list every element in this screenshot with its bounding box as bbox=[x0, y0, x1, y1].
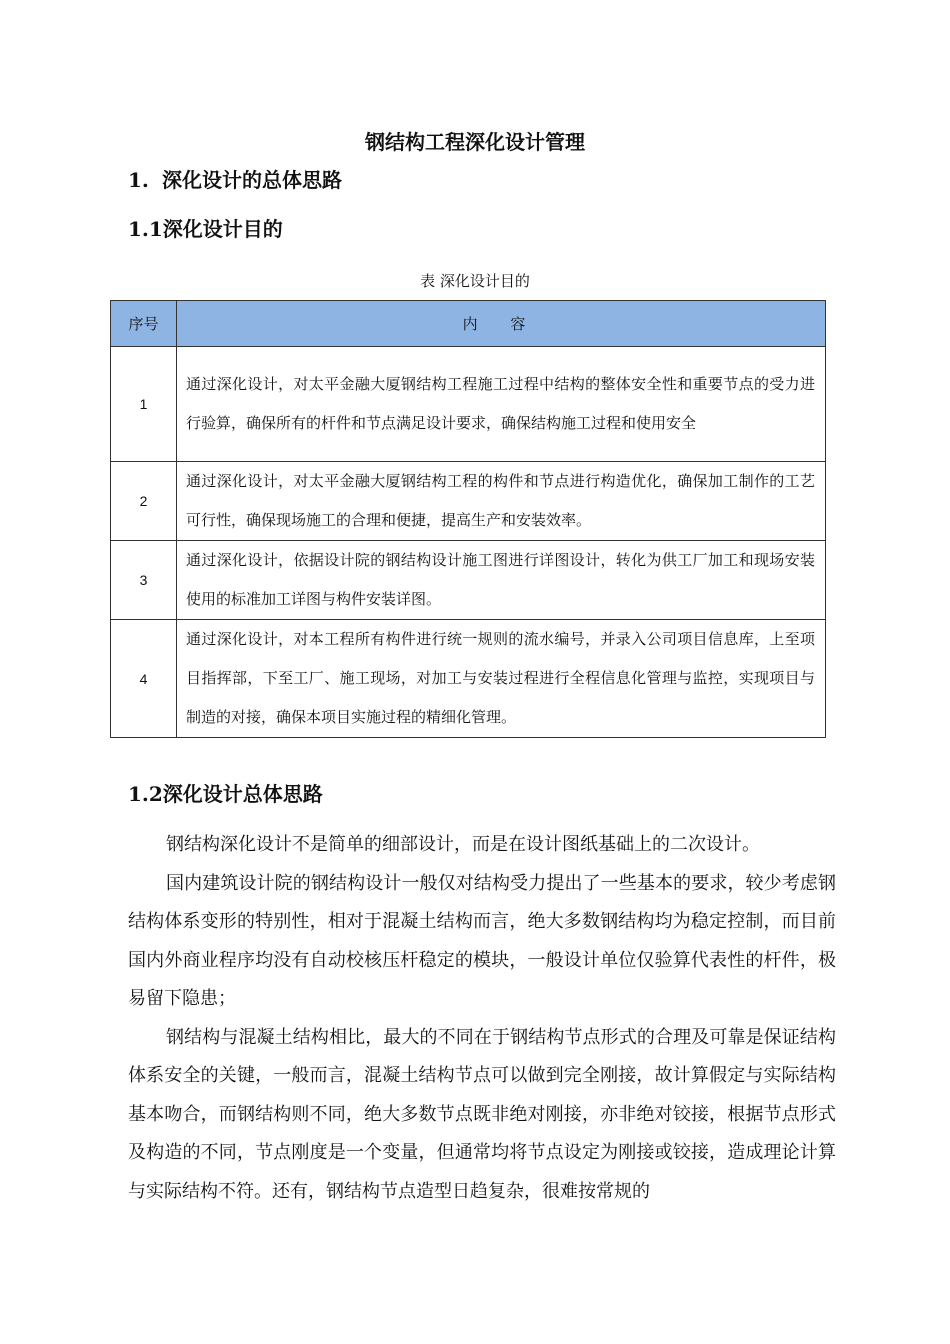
row-index: 1 bbox=[111, 347, 177, 462]
row-index: 4 bbox=[111, 620, 177, 738]
header-content: 内 容 bbox=[177, 301, 826, 347]
table-row bbox=[111, 541, 826, 620]
row-content: 通过深化设计，对太平金融大厦钢结构工程的构件和节点进行构造优化，确保加工制作的工艺可行性，确保现场施工的合理和便捷，提高生产和安装效率。 bbox=[177, 462, 826, 541]
row-index: 3 bbox=[111, 541, 177, 620]
table-row bbox=[111, 620, 826, 738]
paragraph: 钢结构深化设计不是简单的细部设计，而是在设计图纸基础上的二次设计。 bbox=[166, 834, 760, 855]
section-1-1-heading: 1.1深化设计目的 bbox=[128, 217, 283, 241]
row-content: 通过深化设计，依据设计院的钢结构设计施工图进行详图设计，转化为供工厂加工和现场安装使用的标准加工详图与构件安装详图。 bbox=[177, 541, 826, 620]
table-caption: 表 深化设计目的 bbox=[420, 272, 530, 290]
body-text bbox=[128, 826, 836, 1211]
header-index: 序号 bbox=[111, 301, 177, 347]
section-1-heading bbox=[128, 164, 342, 193]
paragraph: 国内建筑设计院的钢结构设计一般仅对结构受力提出了一些基本的要求，较少考虑钢结构体系变形的特别性，相对于混凝土结构而言，绝大多数钢结构均为稳定控制，而目前国内外商业程序均没有自动校核压杆稳定的模块，一般设计单位仅验算代表性的杆件，极易留下隐患； bbox=[128, 872, 836, 1009]
section-1-2-heading: 1.2深化设计总体思路 bbox=[128, 782, 323, 806]
table-row bbox=[111, 347, 826, 462]
section-1-number: 1. bbox=[128, 168, 149, 192]
row-index: 2 bbox=[111, 462, 177, 541]
row-content: 通过深化设计，对太平金融大厦钢结构工程施工过程中结构的整体安全性和重要节点的受力进行验算，确保所有的杆件和节点满足设计要求，确保结构施工过程和使用安全 bbox=[177, 347, 826, 462]
purpose-table bbox=[110, 300, 826, 738]
table-row bbox=[111, 462, 826, 541]
section-1-title: 深化设计的总体思路 bbox=[162, 168, 342, 192]
document-title: 钢结构工程深化设计管理 bbox=[365, 130, 585, 154]
paragraph: 钢结构与混凝土结构相比，最大的不同在于钢结构节点形式的合理及可靠是保证结构体系安全的关键，一般而言，混凝土结构节点可以做到完全刚接，故计算假定与实际结构基本吻合，而钢结构则不同，绝大多数节点既非绝对刚接，亦非绝对铰接，根据节点形式及构造的不同，节点刚度是一个变量，但通常均将节点设定为刚接或铰接，造成理论计算与实际结构不符。还有，钢结构节点造型日趋复杂，很难按常规的 bbox=[128, 1026, 836, 1202]
table-header-row bbox=[111, 301, 826, 347]
row-content: 通过深化设计，对本工程所有构件进行统一规则的流水编号，并录入公司项目信息库，上至项目指挥部，下至工厂、施工现场，对加工与安装过程进行全程信息化管理与监控，实现项目与制造的对接，确保本项目实施过程的精细化管理。 bbox=[177, 620, 826, 738]
